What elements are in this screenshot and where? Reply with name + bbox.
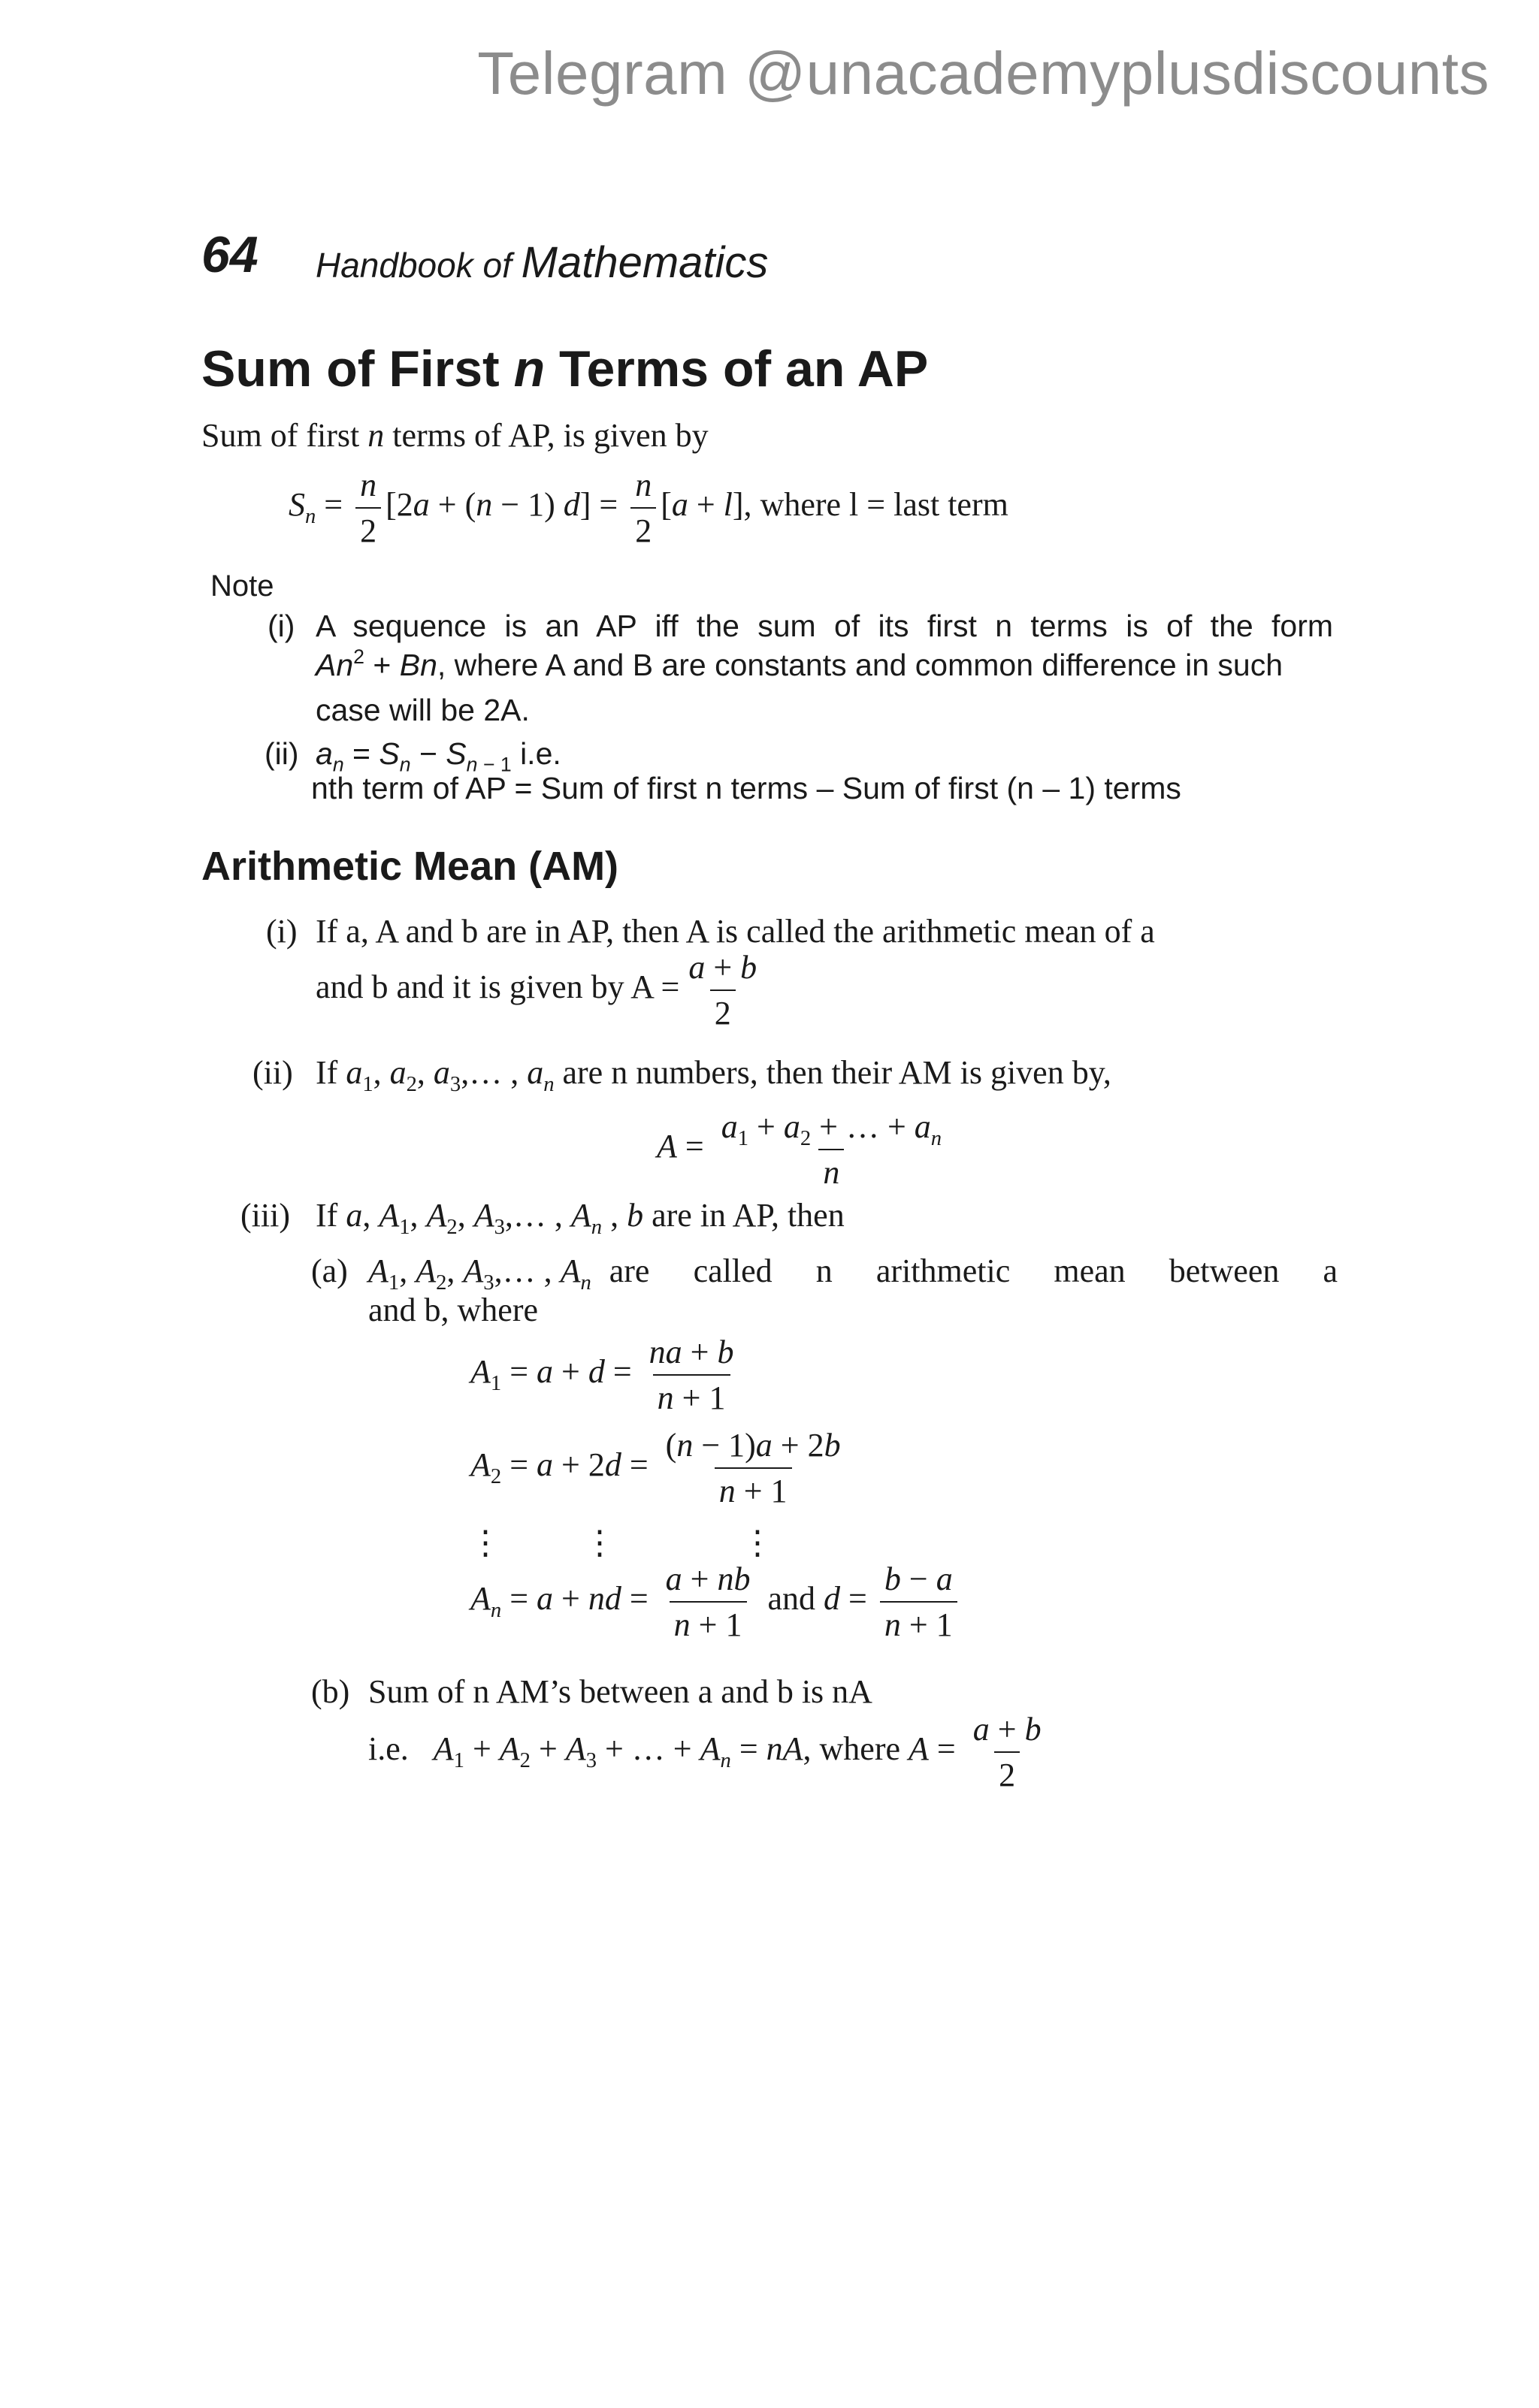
section-title-sum: Sum of First n Terms of an AP	[201, 340, 929, 397]
formula-where: where l = last term	[760, 486, 1008, 524]
am-i-line2: and b and it is given by A = $\frac{a + b}{2}$	[316, 949, 757, 1032]
am-ii-formula: A = $\frac{a_1 + a_2 + \dots + a_n}{n}$	[657, 1108, 942, 1191]
vdots-1: ⋮	[469, 1524, 502, 1561]
eq-an: $A_n = a$ + nd = $\frac{a + nb}{n + 1}$ and d = $\frac{b - a}{n + 1}$	[470, 1560, 962, 1644]
note-item2-marker: (ii)	[265, 736, 299, 771]
section-title-am: Arithmetic Mean (AM)	[201, 844, 619, 889]
am-b-line1: Sum of n AM’s between a and b is nA	[368, 1673, 872, 1710]
book-title	[316, 237, 768, 288]
am-ii-marker: (ii)	[252, 1054, 293, 1091]
book-title-small: Handbook of	[316, 246, 512, 285]
note-item1-marker: (i)	[268, 609, 295, 643]
am-iii-line: If a, $A_1$, $A_2$, $A_3,\dots$ , $A_n$ , b are in AP, then	[316, 1197, 845, 1239]
am-ii-line: If $a_1$, $a_2$, $a_3,\dots$ , $a_n$ are n numbers, then their AM is given by,	[316, 1054, 1111, 1096]
vdots-3: ⋮	[741, 1524, 774, 1561]
book-title-big: Mathematics	[521, 238, 769, 287]
note-item1-line3: case will be 2A.	[316, 693, 530, 727]
note-item1-line2: $An^2 + Bn$, where A and B are constants and common difference in such	[316, 645, 1284, 682]
note-item2-line2: nth term of AP = Sum of first n terms – Sum of first (n – 1) terms	[311, 771, 1181, 805]
am-iii-marker: (iii)	[240, 1197, 290, 1234]
am-i-marker: (i)	[266, 913, 298, 950]
eq-a1: $A_1 = a + d$ = $\frac{na + b}{n + 1}$	[470, 1334, 734, 1416]
note-item2-line1: $a_n = S_n - S_{n - 1}$ i.e.	[316, 736, 561, 776]
sum-formula: $S_n$ = $\frac{n}{2}$ [2a + (n − 1) d] = $\frac{n}{2}$ [a + l], where l = last term	[289, 467, 1008, 549]
page-number: 64	[201, 226, 259, 283]
watermark: Telegram @unacademyplusdiscounts	[477, 40, 1489, 107]
note-label: Note	[210, 570, 274, 603]
am-a-marker: (a)	[311, 1252, 348, 1289]
am-a-line1: $A_1$, $A_2$, $A_3,\dots$ , $A_n$ are called n arithmetic mean between a	[368, 1252, 1338, 1295]
vdots-2: ⋮	[583, 1524, 616, 1561]
am-a-line2: and b, where	[368, 1292, 539, 1328]
sum-intro: Sum of first n terms of AP, is given by	[201, 417, 709, 454]
am-b-marker: (b)	[311, 1673, 350, 1710]
am-i-line1: If a, A and b are in AP, then A is called the arithmetic mean of a	[316, 913, 1155, 950]
eq-a2: $A_2 = a + 2d$ = $\frac{(n - 1)a + 2b}{n + 1}$	[470, 1427, 841, 1509]
am-b-line2: i.e. $A_1 + A_2 + A_3$ + … + $A_n$ = nA, where A = $\frac{a + b}{2}$	[368, 1711, 1042, 1793]
note-item1-line1: A sequence is an AP iff the sum of its first n terms is of the form	[316, 609, 1333, 643]
